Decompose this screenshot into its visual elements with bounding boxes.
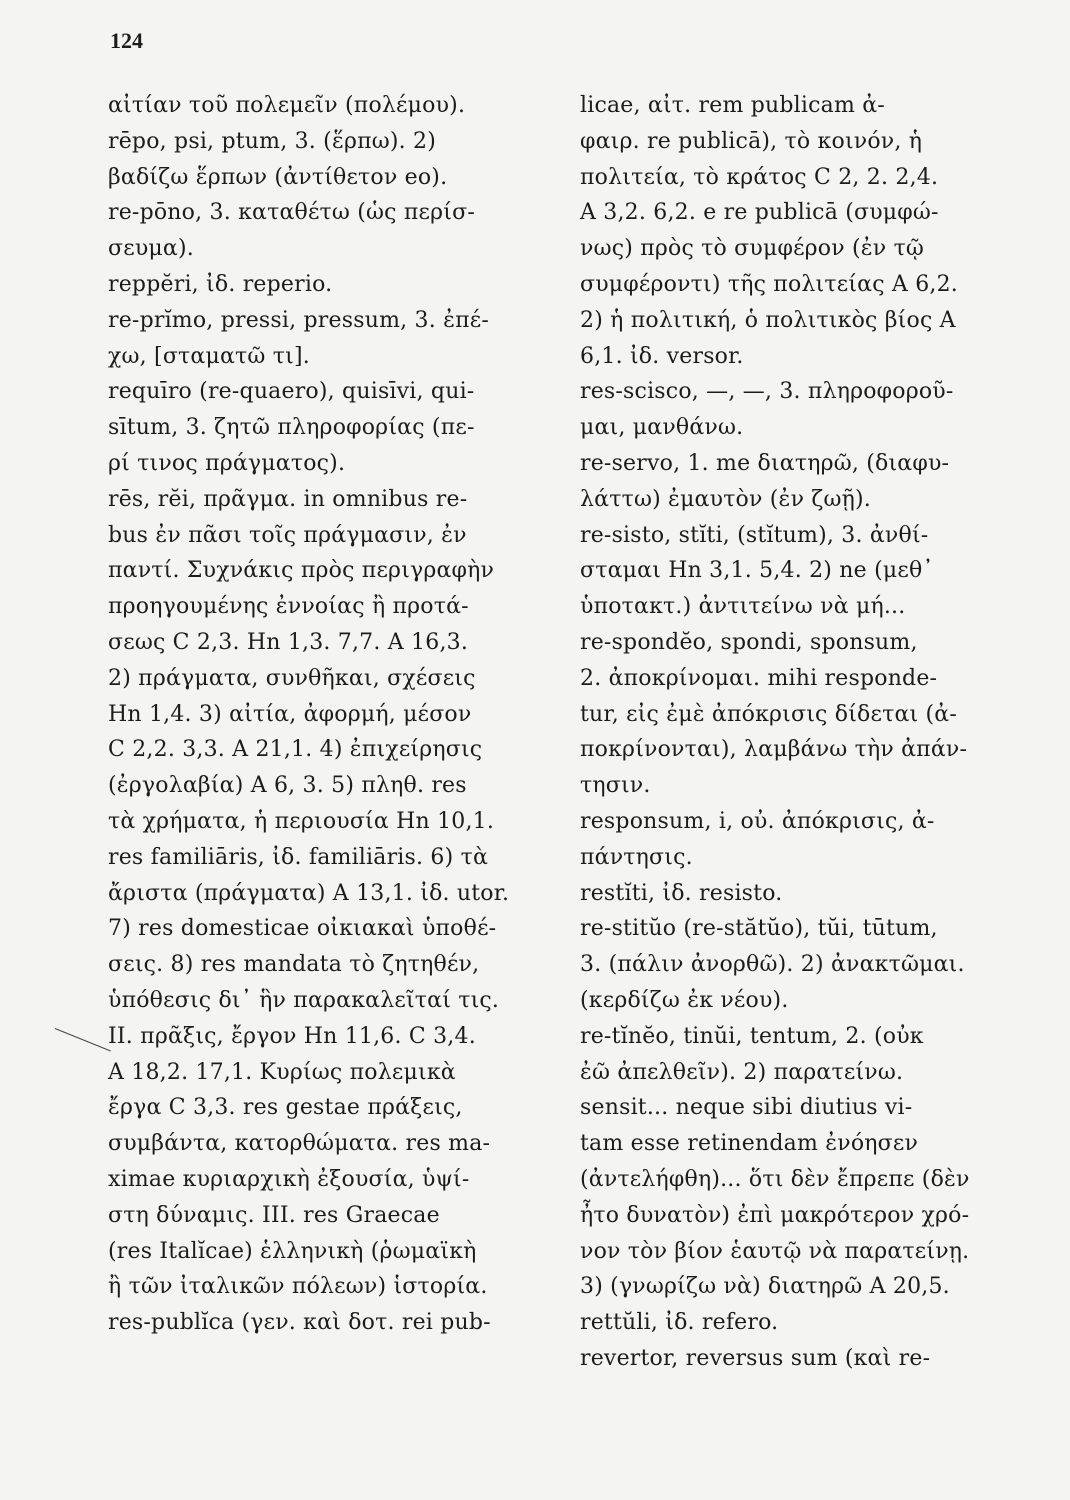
text-line: παντί. Συχνάκις πρὸς περιγραφὴν [108, 558, 495, 584]
text-line: πολιτεία, τὸ κράτος C 2, 2. 2,4. [580, 164, 939, 190]
text-line: ἢ τῶν ἰταλικῶν πόλεων) ἱστορία. [108, 1274, 488, 1300]
text-line: ρί τινος πράγματος). [108, 450, 346, 476]
text-line: συμβάντα, κατορθώματα. res ma- [108, 1131, 491, 1157]
text-line: προηγουμένης ἐννοίας ἢ προτά- [108, 594, 469, 620]
text-line: λάττω) ἐμαυτὸν (ἐν ζωῇ). [580, 486, 871, 512]
text-line: αἰτίαν τοῦ πολεμεῖν (πολέμου). [108, 93, 466, 118]
text-line: bus ἐν πᾶσι τοῖς πράγμασιν, ἐν [108, 522, 467, 548]
text-line: (res Italĭcae) ἑλληνικὴ (ῥωμαϊκὴ [108, 1238, 477, 1264]
text-line: 2. ἀποκρίνομαι. mihi responde- [580, 665, 938, 691]
left-column [108, 88, 540, 1341]
text-line: ἐῶ ἀπελθεῖν). 2) παρατείνω. [580, 1059, 904, 1085]
text-line: 2) ἡ πολιτική, ὁ πολιτικὸς βίος A [580, 307, 956, 333]
text-line: re-tĭnĕo, tinŭi, tentum, 2. (οὐκ [580, 1023, 924, 1049]
text-line: μαι, μανθάνω. [580, 415, 744, 441]
text-line: βαδίζω ἕρπων (ἀντίθετον eo). [108, 164, 448, 190]
text-line: requīro (re-quaero), quisīvi, qui- [108, 379, 475, 405]
text-line: revertor, reversus sum (καὶ re- [580, 1345, 931, 1371]
text-line: res familiāris, ἰδ. familiāris. 6) τὰ [108, 844, 489, 870]
text-line: 3) (γνωρίζω νὰ) διατηρῶ A 20,5. [580, 1274, 950, 1300]
text-line: rēpo, psi, ptum, 3. (ἕρπω). 2) [108, 128, 437, 154]
text-line: C 2,2. 3,3. A 21,1. 4) ἐπιχείρησις [108, 737, 483, 763]
text-line: licae, αἰτ. rem publicam ἀ- [580, 93, 885, 118]
text-line: ποκρίνονται), λαμβάνω τὴν ἀπάν- [580, 737, 968, 763]
text-line: ὑποτακτ.) ἀντιτείνω νὰ μή... [580, 594, 906, 620]
text-line: νον τὸν βίον ἑαυτῷ νὰ παρατείνῃ. [580, 1238, 970, 1264]
right-column [580, 88, 1030, 1377]
text-line: re-pōno, 3. καταθέτω (ὡς περίσ- [108, 200, 475, 226]
text-line: 2) πράγματα, συνθῆκαι, σχέσεις [108, 665, 476, 691]
text-line: χω, [σταματῶ τι]. [108, 343, 310, 369]
text-line: ximae κυριαρχικὴ ἐξουσία, ὑψί- [108, 1166, 470, 1192]
text-line: σεις. 8) res mandata τὸ ζητηθέν, [108, 952, 480, 978]
text-line: tur, εἰς ἐμὲ ἀπόκρισις δίδεται (ἀ- [580, 701, 957, 727]
text-line: tam esse retinendam ἐνόησεν [580, 1131, 919, 1157]
text-line: A 18,2. 17,1. Κυρίως πολεμικὰ [108, 1059, 456, 1085]
text-line: ὑπόθεσις δι᾽ ἣν παρακαλεῖταί τις. [108, 987, 500, 1013]
text-line: (κερδίζω ἐκ νέου). [580, 987, 789, 1013]
text-line: ἔργα C 3,3. res gestae πράξεις, [108, 1095, 463, 1121]
text-line: sītum, 3. ζητῶ πληροφορίας (πε- [108, 415, 475, 441]
text-line: συμφέροντι) τῆς πολιτείας A 6,2. [580, 271, 958, 297]
text-line: σευμα). [108, 236, 194, 262]
text-line: τὰ χρήματα, ἡ περιουσία Hn 10,1. [108, 808, 495, 834]
text-line: ἄριστα (πράγματα) A 13,1. ἰδ. utor. [108, 880, 510, 906]
text-line: 6,1. ἰδ. versor. [580, 343, 744, 369]
text-line: A 3,2. 6,2. e re publicā (συμφώ- [580, 200, 939, 226]
text-line: Hn 1,4. 3) αἰτία, ἀφορμή, μέσον [108, 701, 472, 727]
text-line: re-prĭmo, pressi, pressum, 3. ἐπέ- [108, 307, 490, 333]
text-line: (ἀντελήφθη)... ὅτι δὲν ἔπρεπε (δὲν [580, 1166, 970, 1192]
text-line: νως) πρὸς τὸ συμφέρον (ἐν τῷ [580, 236, 925, 262]
text-line: responsum, i, οὐ. ἀπόκρισις, ἀ- [580, 808, 935, 834]
text-line: 3. (πάλιν ἀνορθῶ). 2) ἀνακτῶμαι. [580, 952, 965, 978]
text-line: τησιν. [580, 773, 651, 799]
text-line: στη δύναμις. III. res Graecae [108, 1202, 440, 1228]
text-line: (ἐργολαβία) A 6, 3. 5) πληθ. res [108, 773, 467, 799]
text-line: rettŭli, ἰδ. refero. [580, 1310, 779, 1336]
text-line: σεως C 2,3. Hn 1,3. 7,7. A 16,3. [108, 629, 469, 655]
text-line: φαιρ. re publicā), τὸ κοινόν, ἡ [580, 128, 923, 154]
text-line: sensit... neque sibi diutius vi- [580, 1095, 913, 1121]
text-line: re-stitŭo (re-stătŭo), tŭi, tūtum, [580, 916, 938, 942]
margin-mark [55, 1028, 111, 1051]
page-number: 124 [110, 28, 143, 53]
text-line: rēs, rĕi, πρᾶγμα. in omnibus re- [108, 486, 468, 512]
text-line: res-scisco, —, —, 3. πληροφοροῦ- [580, 379, 954, 405]
text-line: res-publĭca (γεν. καὶ δοτ. rei pub- [108, 1310, 491, 1336]
text-line: re-servo, 1. me διατηρῶ, (διαφυ- [580, 450, 950, 476]
text-line: σταμαι Hn 3,1. 5,4. 2) ne (μεθ᾽ [580, 558, 934, 584]
text-line: II. πρᾶξις, ἔργον Hn 11,6. C 3,4. [108, 1023, 476, 1049]
text-line: ἦτο δυνατὸν) ἐπὶ μακρότερον χρό- [580, 1202, 970, 1228]
text-line: re-spondĕo, spondi, sponsum, [580, 629, 918, 655]
text-line: restĭti, ἰδ. resisto. [580, 880, 783, 906]
text-line: re-sisto, stĭti, (stĭtum), 3. ἀνθί- [580, 522, 929, 548]
text-line: πάντησις. [580, 844, 693, 870]
text-line: 7) res domesticae οἰκιακαὶ ὑποθέ- [108, 916, 497, 942]
text-line: reppĕri, ἰδ. reperio. [108, 271, 333, 297]
